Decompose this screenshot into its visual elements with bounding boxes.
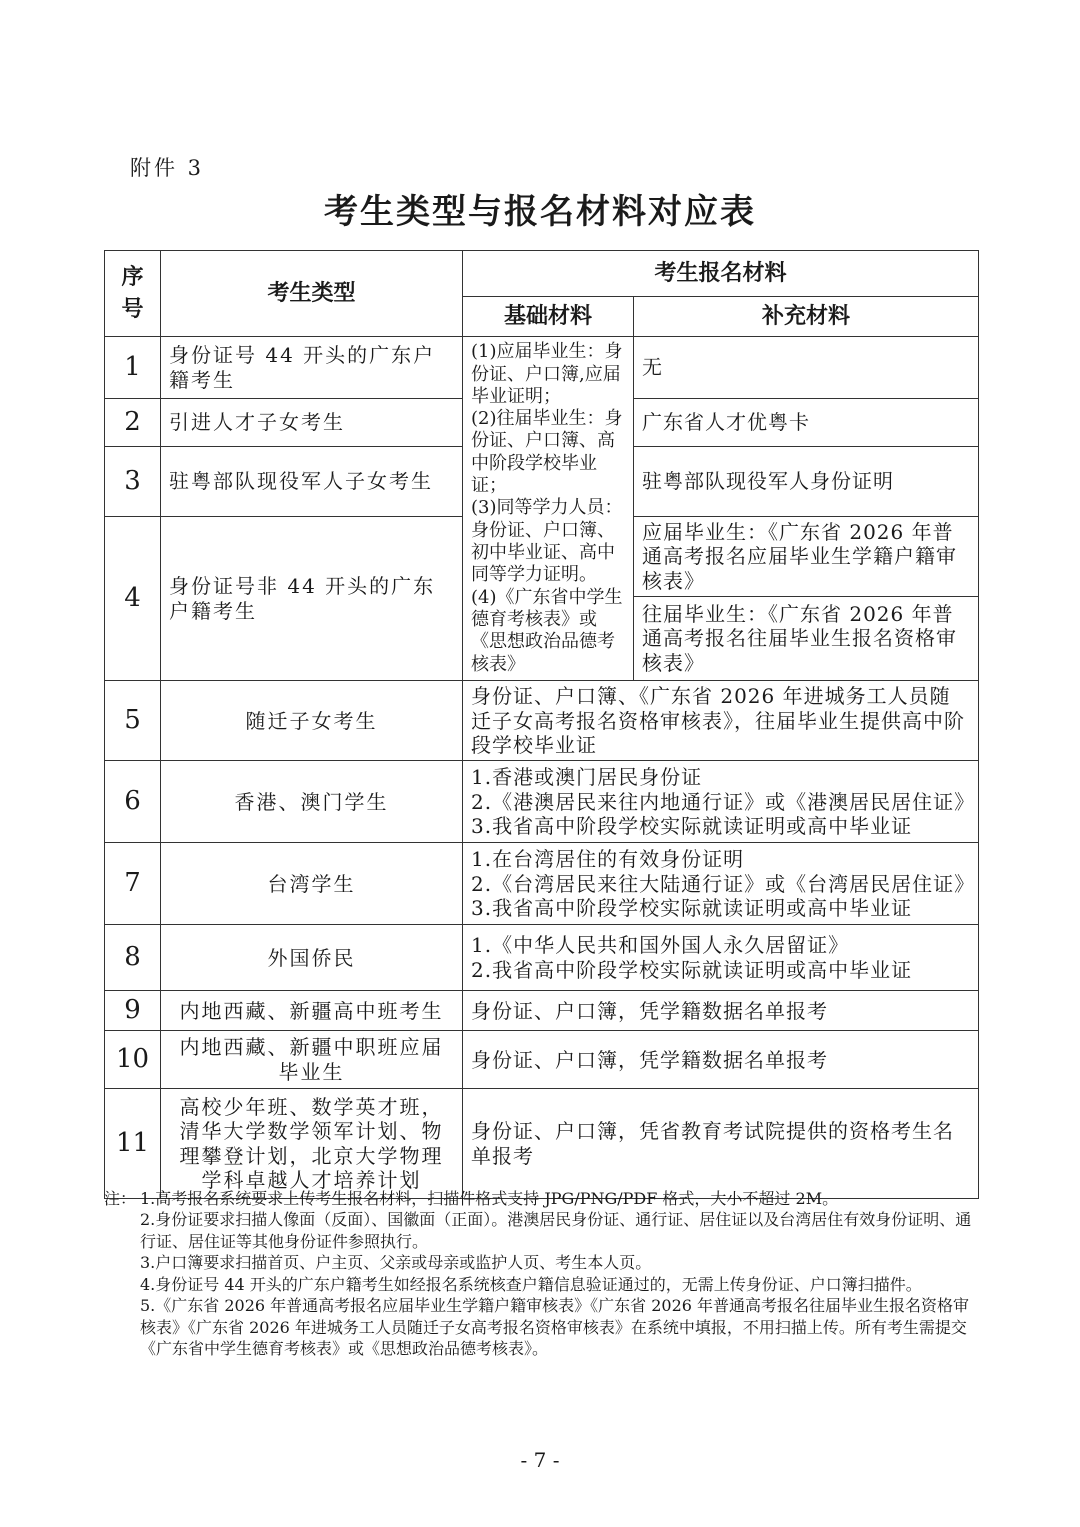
row-seq: 8 bbox=[105, 925, 161, 991]
row-materials bbox=[463, 681, 979, 761]
row-seq: 4 bbox=[105, 517, 161, 681]
table-row bbox=[105, 681, 979, 761]
row-materials bbox=[463, 991, 979, 1031]
table-row bbox=[105, 843, 979, 925]
header-seq bbox=[105, 251, 161, 337]
note-row bbox=[104, 1295, 984, 1359]
note-item: 5.《广东省 2026 年普通高考报名应届毕业生学籍户籍审核表》《广东省 2026 年普通高考报名往届毕业生报名资格审核表》《广东省 2026 年进城务工人员随迁子女高考报名资格审核表》在系统中填报，不用扫描上传。所有考生需提交《广东省中学生德育考核表》或《思想政治品德考核表》。 bbox=[140, 1296, 970, 1359]
row-supplementary: 往届毕业生：《广东省 2026 年普通高考报名往届毕业生报名资格审核表》 bbox=[634, 597, 979, 681]
material-line: 身份证、户口簿、《广东省 2026 年进城务工人员随迁子女高考报名资格审核表》，往届毕业生提供高中阶段学校毕业证 bbox=[471, 684, 965, 757]
note-row bbox=[104, 1274, 984, 1295]
header-supplementary: 补充材料 bbox=[634, 297, 979, 337]
row-supplementary: 驻粤部队现役军人身份证明 bbox=[634, 447, 979, 517]
row-seq: 11 bbox=[105, 1089, 161, 1199]
row-type: 内地西藏、新疆中职班应届毕业生 bbox=[161, 1031, 463, 1089]
row-supplementary: 应届毕业生：《广东省 2026 年普通高考报名应届毕业生学籍户籍审核表》 bbox=[634, 517, 979, 597]
row-type: 内地西藏、新疆高中班考生 bbox=[161, 991, 463, 1031]
material-line: 身份证、户口簿，凭省教育考试院提供的资格考生名单报考 bbox=[471, 1119, 954, 1168]
note-row bbox=[104, 1209, 984, 1252]
row-materials bbox=[463, 1031, 979, 1089]
note-item: 3.户口簿要求扫描首页、户主页、父亲或母亲或监护人页、考生本人页。 bbox=[140, 1253, 652, 1273]
row-materials bbox=[463, 843, 979, 925]
row-type: 身份证号 44 开头的广东户籍考生 bbox=[161, 337, 463, 399]
material-line: 3.我省高中阶段学校实际就读证明或高中毕业证 bbox=[471, 814, 913, 839]
row-seq: 5 bbox=[105, 681, 161, 761]
material-line: 身份证、户口簿，凭学籍数据名单报考 bbox=[471, 1047, 828, 1072]
row-type: 外国侨民 bbox=[161, 925, 463, 991]
row-type: 引进人才子女考生 bbox=[161, 399, 463, 447]
header-seq-text: 序 号 bbox=[121, 263, 144, 322]
basic-material-item: (4)《广东省中学生德育考核表》或《思想政治品德考核表》 bbox=[471, 586, 623, 675]
row-type: 高校少年班、数学英才班，清华大学数学领军计划、物理攀登计划，北京大学物理学科卓越人才培养计划 bbox=[161, 1089, 463, 1199]
materials-table bbox=[104, 250, 979, 1199]
basic-material-item: (1)应届毕业生：身份证、户口簿,应届毕业证明； bbox=[471, 341, 623, 407]
row-supplementary: 广东省人才优粤卡 bbox=[634, 399, 979, 447]
header-basic: 基础材料 bbox=[463, 297, 634, 337]
material-line: 1.《中华人民共和国外国人永久居留证》 bbox=[471, 933, 850, 958]
basic-materials-cell bbox=[463, 337, 634, 681]
page-number: - 7 - bbox=[520, 1448, 560, 1472]
row-supplementary: 无 bbox=[634, 337, 979, 399]
material-line: 身份证、户口簿，凭学籍数据名单报考 bbox=[471, 998, 828, 1023]
material-line: 1.香港或澳门居民身份证 bbox=[471, 765, 703, 790]
notes-section bbox=[104, 1188, 984, 1360]
row-type: 香港、澳门学生 bbox=[161, 761, 463, 843]
row-materials bbox=[463, 1089, 979, 1199]
table-row bbox=[105, 991, 979, 1031]
attachment-label: 附件 3 bbox=[130, 156, 205, 180]
row-type: 身份证号非 44 开头的广东户籍考生 bbox=[161, 517, 463, 681]
table-row bbox=[105, 925, 979, 991]
row-seq: 6 bbox=[105, 761, 161, 843]
row-materials bbox=[463, 925, 979, 991]
row-seq: 2 bbox=[105, 399, 161, 447]
header-type: 考生类型 bbox=[161, 251, 463, 337]
note-row bbox=[104, 1188, 984, 1209]
table-row bbox=[105, 337, 979, 399]
material-line: 2.我省高中阶段学校实际就读证明或高中毕业证 bbox=[471, 957, 913, 982]
basic-material-item: (2)往届毕业生：身份证、户口簿、高中阶段学校毕业证； bbox=[471, 408, 623, 497]
table-row bbox=[105, 1031, 979, 1089]
note-item: 1.高考报名系统要求上传考生报名材料，扫描件格式支持 JPG/PNG/PDF 格式，大小不超过 2M。 bbox=[140, 1189, 839, 1208]
material-line: 2.《台湾居民来往大陆通行证》或《台湾居民居住证》 bbox=[471, 871, 976, 896]
header-row bbox=[105, 251, 979, 297]
header-materials: 考生报名材料 bbox=[463, 251, 979, 297]
material-line: 3.我省高中阶段学校实际就读证明或高中毕业证 bbox=[471, 896, 913, 921]
row-seq: 7 bbox=[105, 843, 161, 925]
note-row bbox=[104, 1252, 984, 1273]
row-seq: 10 bbox=[105, 1031, 161, 1089]
row-seq: 1 bbox=[105, 337, 161, 399]
note-item: 4.身份证号 44 开头的广东户籍考生如经报名系统核查户籍信息验证通过的，无需上传身份证、户口簿扫描件。 bbox=[140, 1274, 922, 1294]
material-line: 1.在台湾居住的有效身份证明 bbox=[471, 847, 745, 872]
row-type: 随迁子女考生 bbox=[161, 681, 463, 761]
row-type: 驻粤部队现役军人子女考生 bbox=[161, 447, 463, 517]
table-row bbox=[105, 1089, 979, 1199]
material-line: 2.《港澳居民来往内地通行证》或《港澳居民居住证》 bbox=[471, 789, 976, 814]
row-seq: 3 bbox=[105, 447, 161, 517]
note-item: 2.身份证要求扫描人像面（反面）、国徽面（正面）。港澳居民身份证、通行证、居住证以及台湾居住有效身份证明、通行证、居住证等其他身份证件参照执行。 bbox=[140, 1210, 972, 1251]
basic-material-item: (3)同等学力人员：身份证、户口簿、初中毕业证、高中同等学力证明。 bbox=[471, 497, 623, 586]
row-materials bbox=[463, 761, 979, 843]
document-title: 考生类型与报名材料对应表 bbox=[324, 192, 756, 232]
notes-label: 注： bbox=[104, 1189, 137, 1208]
table-row bbox=[105, 761, 979, 843]
row-seq: 9 bbox=[105, 991, 161, 1031]
row-type: 台湾学生 bbox=[161, 843, 463, 925]
